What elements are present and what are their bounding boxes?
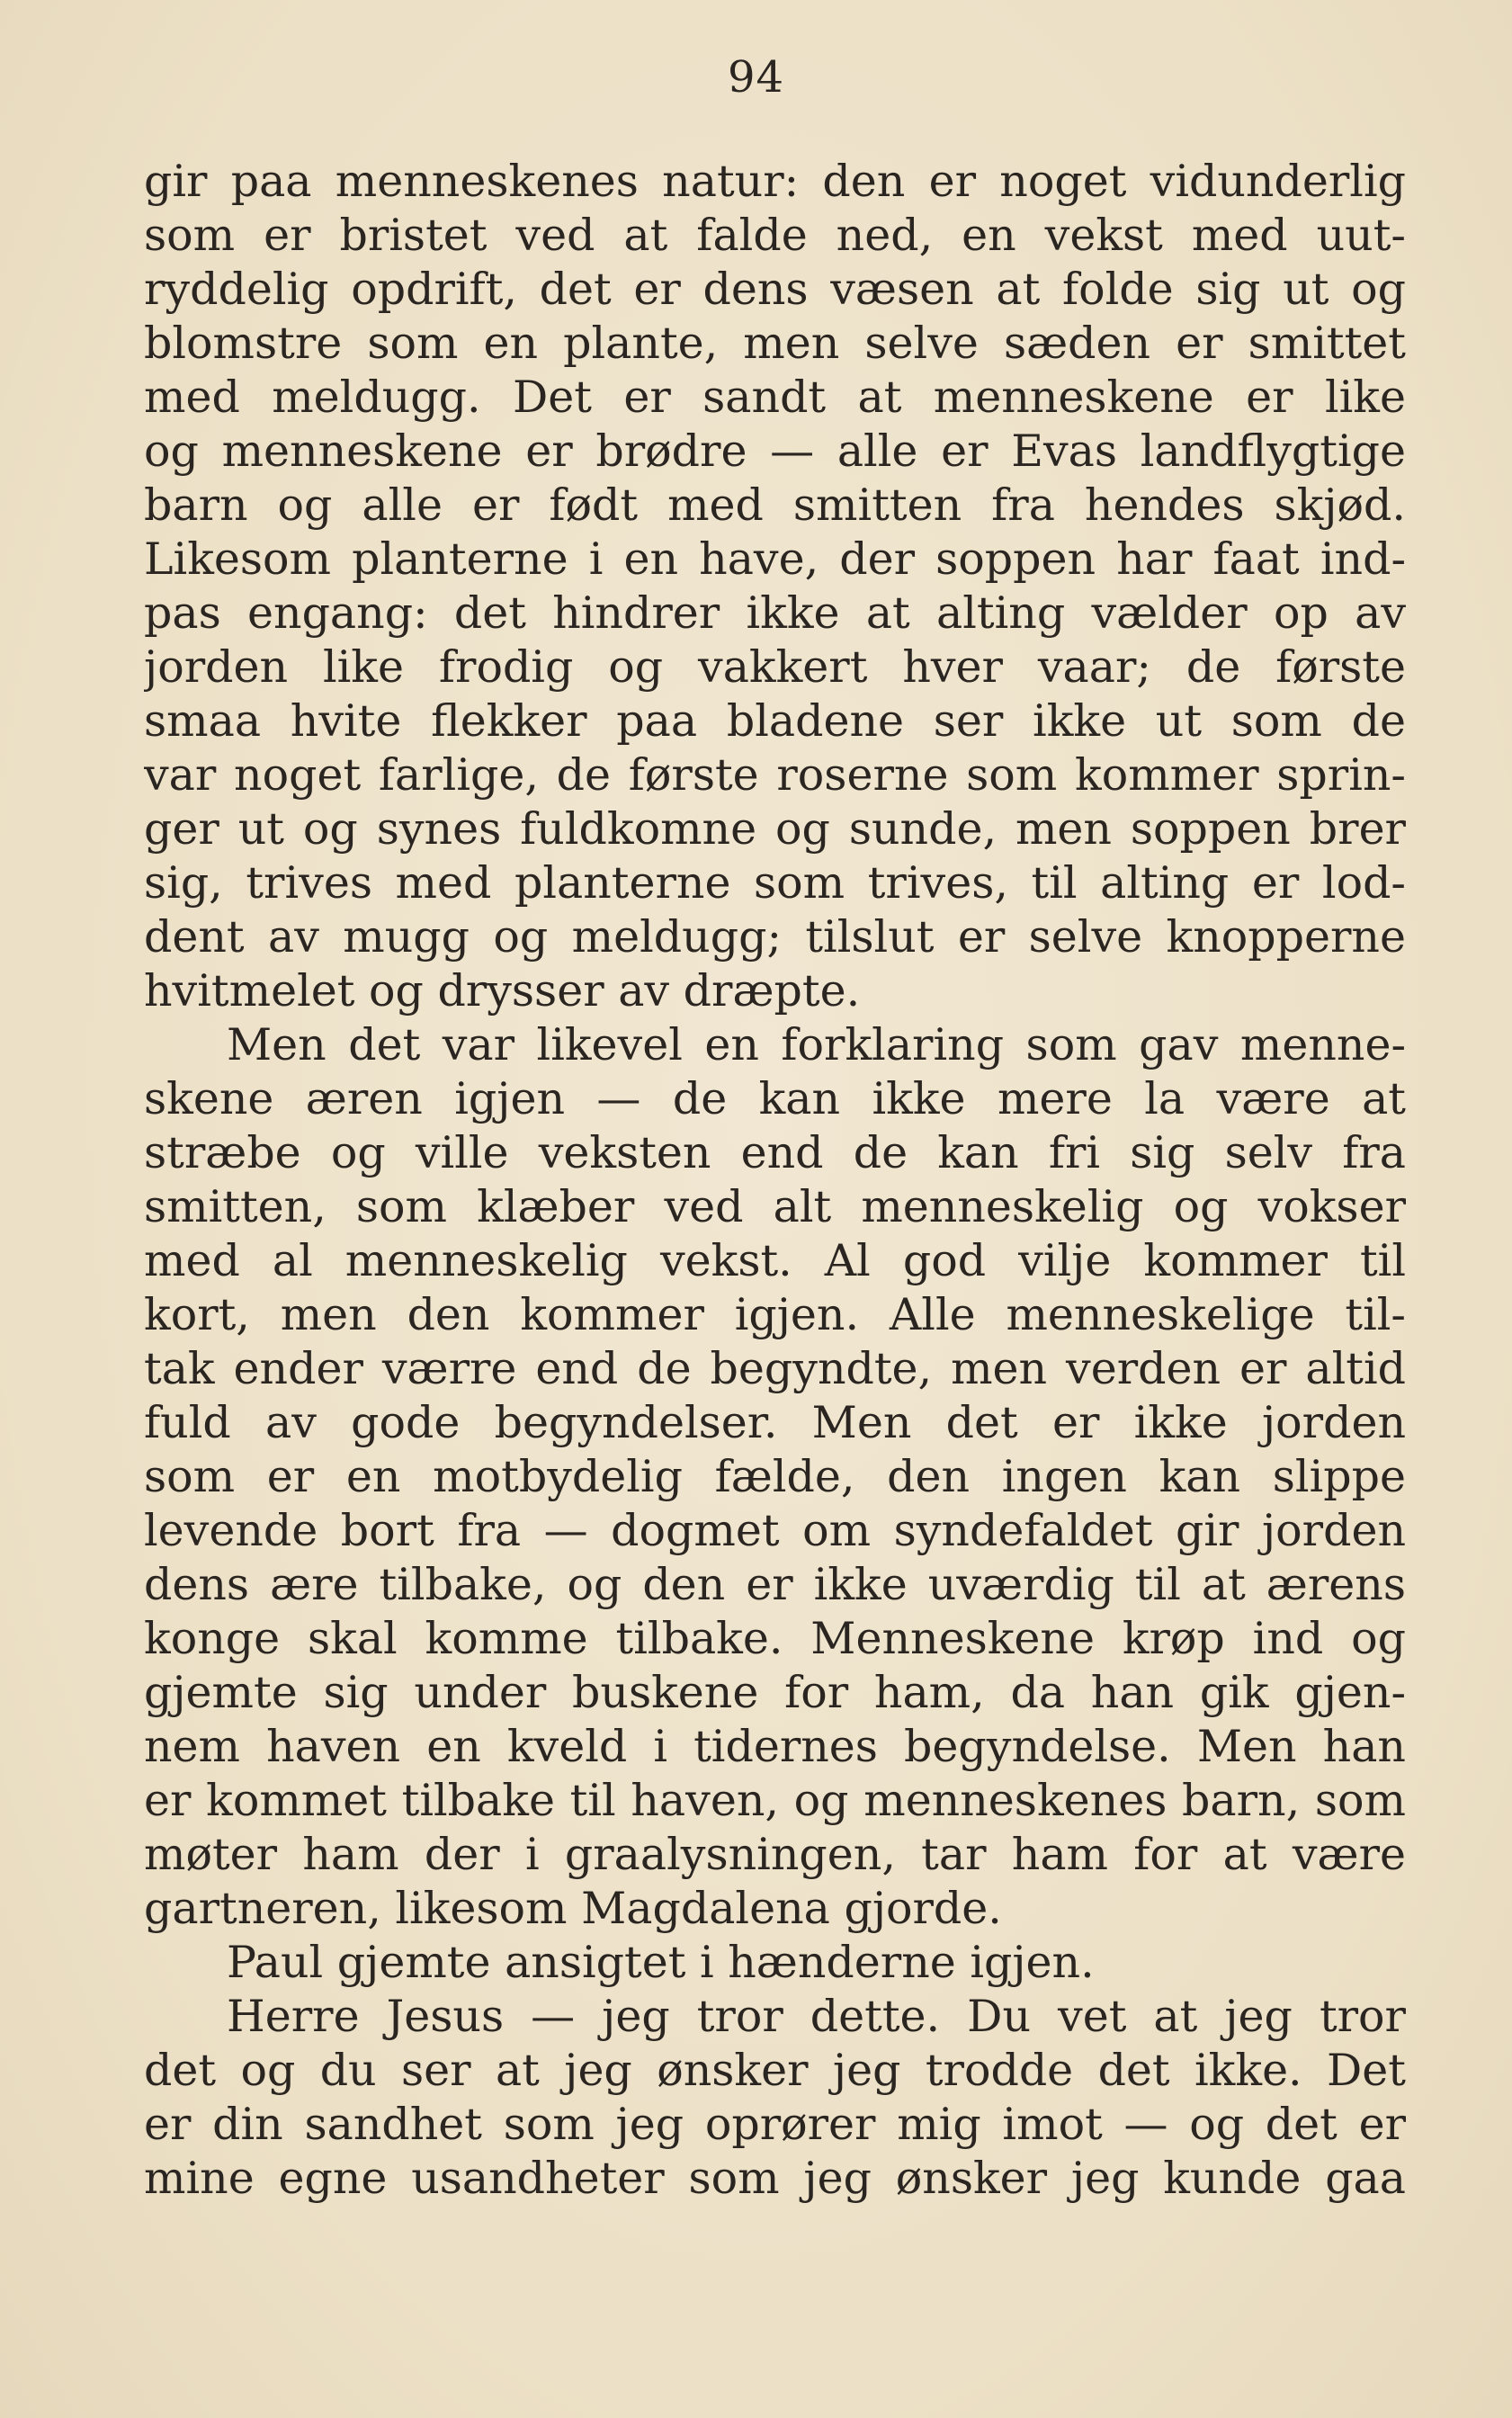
paragraph — [144, 1018, 1406, 1936]
text-line: Men det var likevel en forklaring som gav menne- — [227, 1019, 1406, 1070]
text-line: nem haven en kveld i tidernes begyndelse. Men han — [144, 1721, 1406, 1772]
text-line: blomstre som en plante, men selve sæden er smittet — [144, 318, 1406, 369]
text-line: kort, men den kommer igjen. Alle menneskelige til- — [144, 1289, 1406, 1340]
text-line: og menneskene er brødre — alle er Evas landflygtige — [144, 425, 1406, 477]
text-line: med meldugg. Det er sandt at menneskene er like — [144, 372, 1406, 423]
text-line: var noget farlige, de første roserne som kommer sprin- — [144, 749, 1406, 801]
text-line: er din sandhet som jeg oprører mig imot — og det er — [144, 2099, 1406, 2150]
text-line: ger ut og synes fuldkomne og sunde, men soppen brer — [144, 803, 1406, 855]
paragraph — [144, 1990, 1406, 2206]
text-line: gartneren, likesom Magdalena gjorde. — [144, 1883, 1002, 1934]
text-line: hvitmelet og drysser av dræpte. — [144, 965, 861, 1016]
page-number: 94 — [727, 52, 785, 103]
text-line: pas engang: det hindrer ikke at alting vælder op av — [144, 587, 1406, 639]
text-line: tak ender værre end de begyndte, men verden er altid — [144, 1343, 1406, 1394]
text-line: barn og alle er født med smitten fra hendes skjød. — [144, 479, 1406, 531]
text-line: skene æren igjen — de kan ikke mere la være at — [144, 1073, 1406, 1124]
text-line: med al menneskelig vekst. Al god vilje kommer til — [144, 1235, 1406, 1286]
text-line: dens ære tilbake, og den er ikke uværdig til at ærens — [144, 1559, 1406, 1610]
text-line: gjemte sig under buskene for ham, da han gik gjen- — [144, 1667, 1406, 1718]
text-line: møter ham der i graalysningen, tar ham for at være — [144, 1829, 1406, 1880]
text-line: dent av mugg og meldugg; tilslut er selve knopperne — [144, 911, 1406, 963]
text-line: Paul gjemte ansigtet i hænderne igjen. — [227, 1937, 1095, 1988]
text-line: sig, trives med planterne som trives, til alting er lod- — [144, 857, 1406, 909]
text-line: Herre Jesus — jeg tror dette. Du vet at jeg tror — [227, 1991, 1406, 2042]
paragraph — [144, 1936, 1406, 1990]
text-line: jorden like frodig og vakkert hver vaar; de første — [144, 641, 1406, 693]
text-line: det og du ser at jeg ønsker jeg trodde det ikke. Det — [144, 2045, 1406, 2096]
text-line: smitten, som klæber ved alt menneskelig og vokser — [144, 1181, 1406, 1232]
text-line: fuld av gode begyndelser. Men det er ikke jorden — [144, 1397, 1406, 1448]
body-text — [144, 155, 1406, 2206]
text-line: levende bort fra — dogmet om syndefaldet gir jorden — [144, 1505, 1406, 1556]
text-line: som er bristet ved at falde ned, en vekst med uut- — [144, 210, 1406, 261]
text-line: er kommet tilbake til haven, og menneskenes barn, som — [144, 1775, 1406, 1826]
text-line: ryddelig opdrift, det er dens væsen at folde sig ut og — [144, 264, 1406, 315]
text-line: konge skal komme tilbake. Menneskene krøp ind og — [144, 1613, 1406, 1664]
text-line: som er en motbydelig fælde, den ingen kan slippe — [144, 1451, 1406, 1502]
text-line: smaa hvite flekker paa bladene ser ikke ut som de — [144, 695, 1406, 747]
paragraph — [144, 155, 1406, 1018]
text-line: mine egne usandheter som jeg ønsker jeg kunde gaa — [144, 2153, 1406, 2204]
text-line: Likesom planterne i en have, der soppen har faat ind- — [144, 533, 1406, 585]
text-line: gir paa menneskenes natur: den er noget vidunderlig — [144, 156, 1406, 207]
text-line: stræbe og ville veksten end de kan fri sig selv fra — [144, 1127, 1406, 1178]
